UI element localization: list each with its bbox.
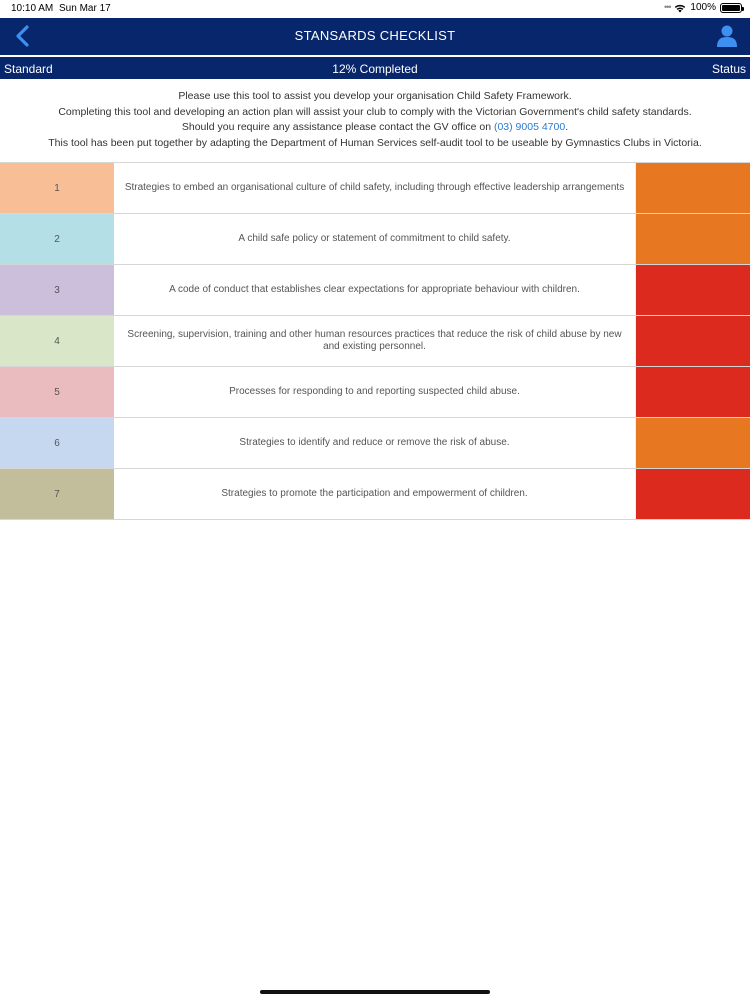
standard-description: Strategies to identify and reduce or remove the risk of abuse.: [114, 418, 636, 468]
status-indicator: [636, 316, 750, 366]
standards-table: [0, 162, 750, 520]
status-time: 10:10 AM: [11, 3, 54, 14]
standard-column-header: Standard: [4, 62, 53, 76]
intro-line-1: Please use this tool to assist you develop your organisation Child Safety Framework.: [178, 90, 572, 102]
status-indicator: [636, 469, 750, 519]
intro-line-2: Completing this tool and developing an action plan will assist your club to comply with the Victorian Government's child safety standards.: [58, 105, 692, 118]
standard-row-2[interactable]: [0, 213, 750, 264]
intro-contact-prefix: Should you require any assistance please contact the GV office on: [181, 121, 494, 133]
intro-contact-suffix: .: [565, 121, 569, 133]
intro-text: [0, 89, 750, 151]
battery-percent: 100%: [690, 2, 716, 13]
completion-progress: 12% Completed: [332, 62, 418, 76]
standard-description: Strategies to promote the participation and empowerment of children.: [114, 469, 636, 519]
phone-link[interactable]: (03) 9005 4700: [493, 121, 566, 133]
status-indicator: [636, 367, 750, 417]
standard-description: Screening, supervision, training and other human resources practices that reduce the risk of child abuse by new and existing personnel.: [114, 316, 636, 366]
standard-description: Strategies to embed an organisational culture of child safety, including through effective leadership arrangements: [114, 163, 636, 213]
checklist-header: [0, 57, 750, 79]
status-indicator: [636, 418, 750, 468]
standard-row-6[interactable]: [0, 417, 750, 468]
user-icon[interactable]: [716, 24, 738, 48]
standard-number: 1: [0, 163, 114, 213]
page-title: STANSARDS CHECKLIST: [294, 28, 456, 43]
status-indicator: [636, 265, 750, 315]
navigation-bar: [0, 18, 750, 55]
home-indicator[interactable]: [260, 990, 490, 994]
standard-number: 7: [0, 469, 114, 519]
standard-description: A code of conduct that establishes clear expectations for appropriate behaviour with children.: [114, 265, 636, 315]
standard-row-4[interactable]: [0, 315, 750, 366]
status-date: Sun Mar 17: [59, 3, 111, 14]
standard-number: 2: [0, 214, 114, 264]
standard-number: 4: [0, 316, 114, 366]
standard-number: 3: [0, 265, 114, 315]
standard-row-3[interactable]: [0, 264, 750, 315]
standard-row-1[interactable]: [0, 162, 750, 213]
status-indicator: [636, 214, 750, 264]
status-bar: [0, 0, 750, 18]
standard-description: A child safe policy or statement of commitment to child safety.: [114, 214, 636, 264]
intro-line-3: [0, 120, 750, 136]
status-right: [674, 2, 742, 13]
standard-description: Processes for responding to and reporting suspected child abuse.: [114, 367, 636, 417]
standard-number: 6: [0, 418, 114, 468]
standard-number: 5: [0, 367, 114, 417]
battery-icon: [720, 3, 742, 13]
status-column-header: Status: [711, 62, 746, 76]
status-indicator: [636, 163, 750, 213]
multitasking-dots-icon: •••: [664, 2, 671, 12]
wifi-icon: [674, 3, 686, 13]
standard-row-7[interactable]: [0, 468, 750, 520]
intro-line-4: This tool has been put together by adapting the Department of Human Services self-audit tool to be useable by Gymnastics Clubs in Victoria.: [48, 136, 702, 149]
standard-row-5[interactable]: [0, 366, 750, 417]
